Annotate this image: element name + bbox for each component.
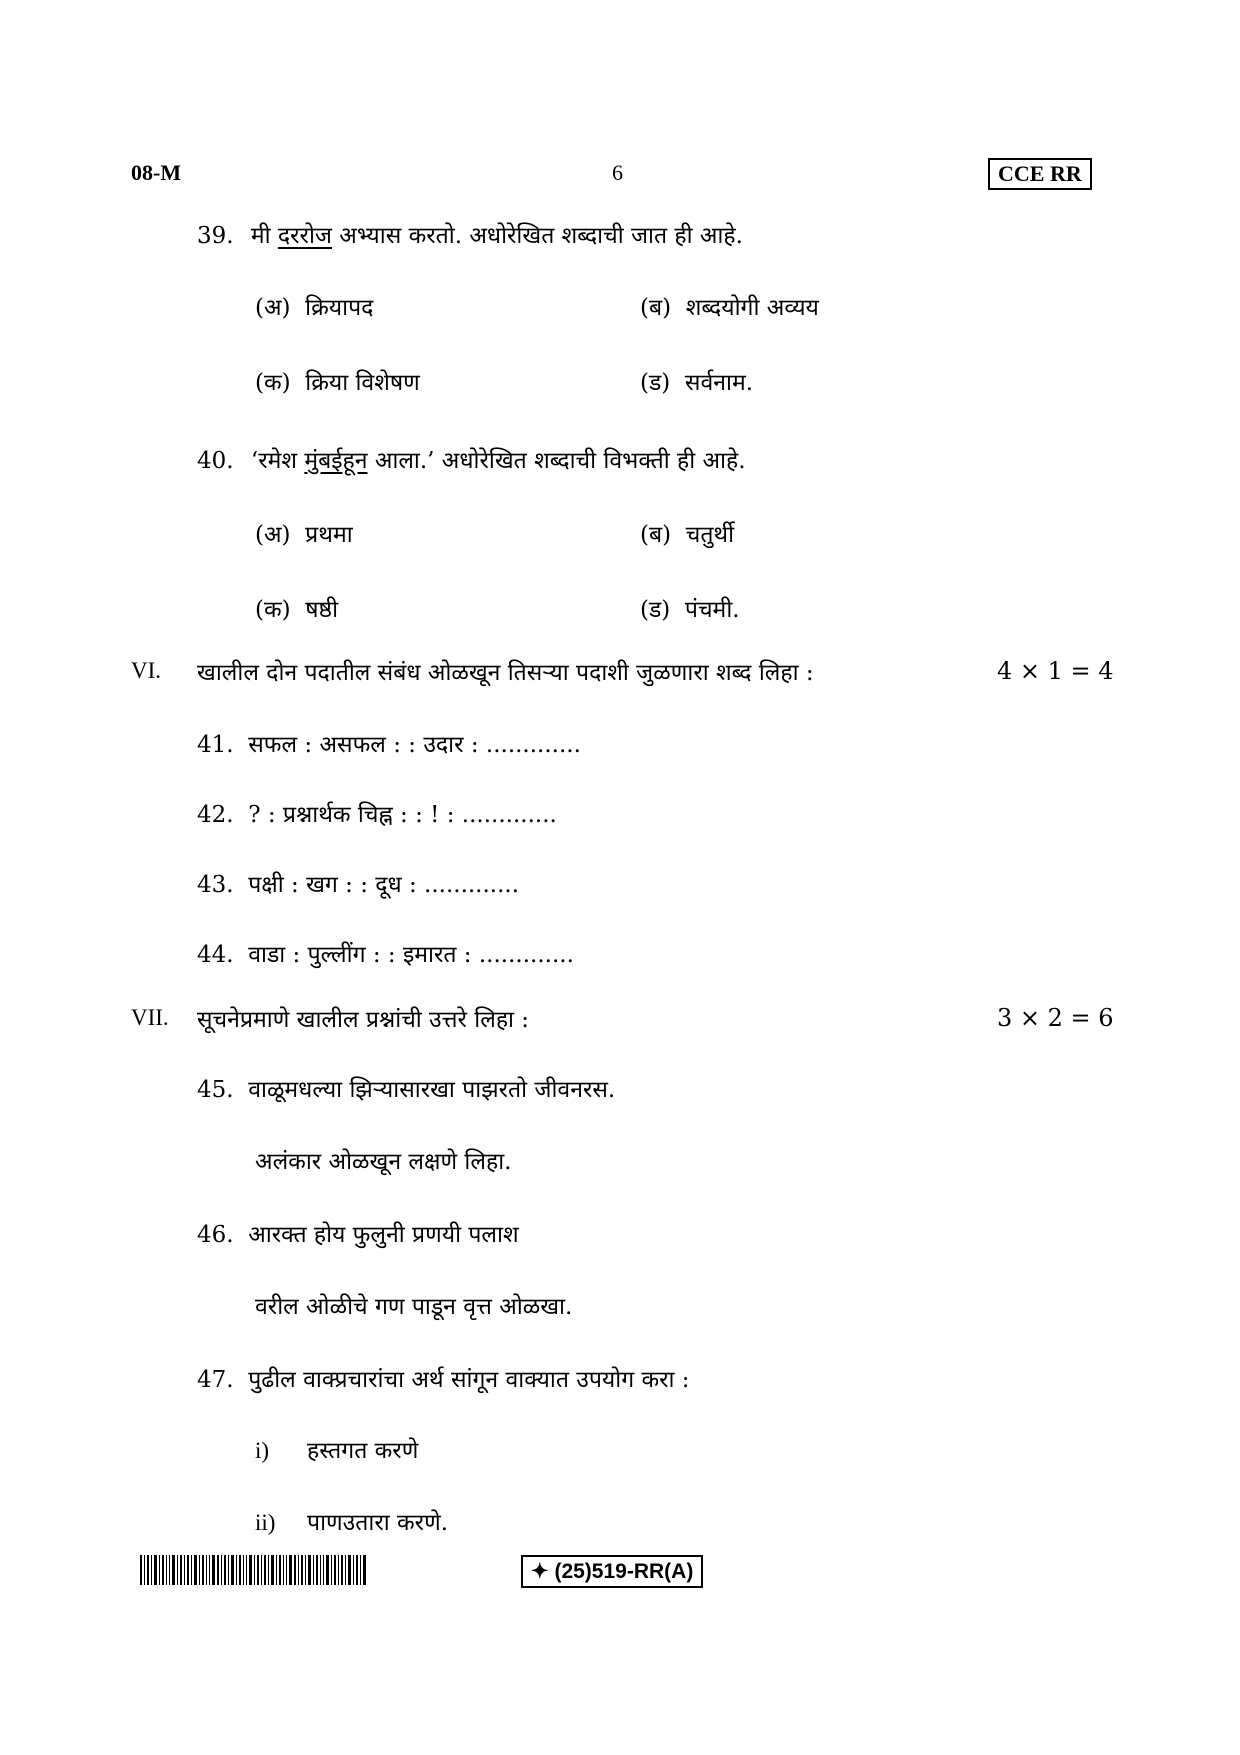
option-text: सर्वनाम. — [684, 370, 754, 396]
option-key: (अ) — [255, 295, 291, 321]
paper-code: (25)519-RR(A) — [554, 1560, 694, 1583]
question-40 — [197, 443, 746, 475]
option-key: (ड) — [640, 597, 671, 623]
sub-text: पाणउतारा करणे. — [307, 1510, 449, 1536]
section-vi-instruction: खालील दोन पदातील संबंध ओळखून तिसऱ्या पदाशी जुळणारा शब्द लिहा : — [197, 660, 814, 686]
question-44 — [197, 937, 574, 969]
option-text: पंचमी. — [684, 597, 740, 623]
question-45-instruction: अलंकार ओळखून लक्षणे लिहा. — [255, 1149, 512, 1175]
option-key: (ब) — [640, 295, 672, 321]
q39-option-a — [255, 290, 373, 322]
question-text-pre: मी — [250, 223, 271, 249]
question-text: वाळूमधल्या झिऱ्यासारखा पाझरतो जीवनरस. — [248, 1077, 616, 1103]
question-text: पुढील वाक्प्रचारांचा अर्थ सांगून वाक्यात उपयोग करा : — [248, 1367, 690, 1393]
question-number: 47. — [197, 1367, 234, 1393]
q40-option-b — [640, 517, 734, 549]
question-47-sub-ii — [255, 1505, 448, 1537]
section-vii-instruction: सूचनेप्रमाणे खालील प्रश्नांची उत्तरे लिहा : — [197, 1007, 530, 1033]
series-label: CCE RR — [988, 158, 1092, 190]
question-number: 44. — [197, 942, 234, 968]
question-text: ? : प्रश्नार्थक चिह्न : : ! : ............. — [248, 802, 557, 828]
question-46-instruction: वरील ओळीचे गण पाडून वृत्त ओळखा. — [255, 1294, 573, 1320]
sub-number: ii) — [255, 1510, 276, 1535]
page-number: 6 — [612, 160, 623, 185]
option-key: (ब) — [640, 522, 672, 548]
section-vii-number: VII. — [131, 1005, 169, 1030]
sub-number: i) — [255, 1438, 270, 1463]
option-text: षष्ठी — [305, 597, 339, 623]
question-45 — [197, 1072, 615, 1104]
q40-option-a — [255, 517, 353, 549]
question-number: 45. — [197, 1077, 234, 1103]
section-vii-marks: 3 × 2 = 6 — [997, 1004, 1114, 1032]
barcode — [140, 1555, 366, 1585]
question-number: 42. — [197, 802, 234, 828]
option-text: शब्दयोगी अव्यय — [685, 295, 819, 321]
q39-option-d — [640, 365, 753, 397]
section-vi-number: VI. — [131, 658, 162, 683]
question-text: सफल : असफल : : उदार : ............. — [248, 732, 581, 758]
q40-option-c — [255, 592, 338, 624]
question-text: पक्षी : खग : : दूध : ............. — [248, 872, 520, 898]
q40-option-d — [640, 592, 740, 624]
question-number: 40. — [197, 448, 234, 474]
question-text: आरक्त होय फुलुनी प्रणयी पलाश — [248, 1222, 519, 1248]
question-number: 39. — [197, 223, 234, 249]
underlined-word: मुंबईहून — [304, 448, 368, 474]
question-text: वाडा : पुल्लींग : : इमारत : ............. — [248, 942, 574, 968]
question-number: 41. — [197, 732, 234, 758]
underlined-word: दररोज — [277, 223, 332, 249]
option-text: क्रियापद — [305, 295, 374, 321]
question-46 — [197, 1217, 519, 1249]
question-42 — [197, 797, 557, 829]
option-key: (ड) — [640, 370, 671, 396]
subject-code: 08-M — [131, 160, 182, 185]
section-vi-marks: 4 × 1 = 4 — [997, 657, 1114, 685]
q39-option-b — [640, 290, 819, 322]
option-text: चतुर्थी — [685, 522, 735, 548]
question-text-post: आला.’ अधोरेखित शब्दाची विभक्ती ही आहे. — [374, 448, 746, 474]
question-43 — [197, 867, 519, 899]
option-text: क्रिया विशेषण — [305, 370, 420, 396]
question-47 — [197, 1362, 690, 1394]
question-39 — [197, 218, 743, 250]
option-key: (क) — [255, 597, 291, 623]
sub-text: हस्तगत करणे — [307, 1438, 419, 1464]
option-text: प्रथमा — [305, 522, 353, 548]
q39-option-c — [255, 365, 420, 397]
question-text-post: अभ्यास करतो. अधोरेखित शब्दाची जात ही आहे. — [339, 223, 743, 249]
question-47-sub-i — [255, 1433, 418, 1465]
question-text-pre: ‘रमेश — [250, 448, 298, 474]
question-41 — [197, 727, 581, 759]
question-number: 46. — [197, 1222, 234, 1248]
star-icon: ✦ — [531, 1560, 549, 1583]
option-key: (क) — [255, 370, 291, 396]
option-key: (अ) — [255, 522, 291, 548]
question-number: 43. — [197, 872, 234, 898]
paper-code-box — [521, 1555, 703, 1588]
